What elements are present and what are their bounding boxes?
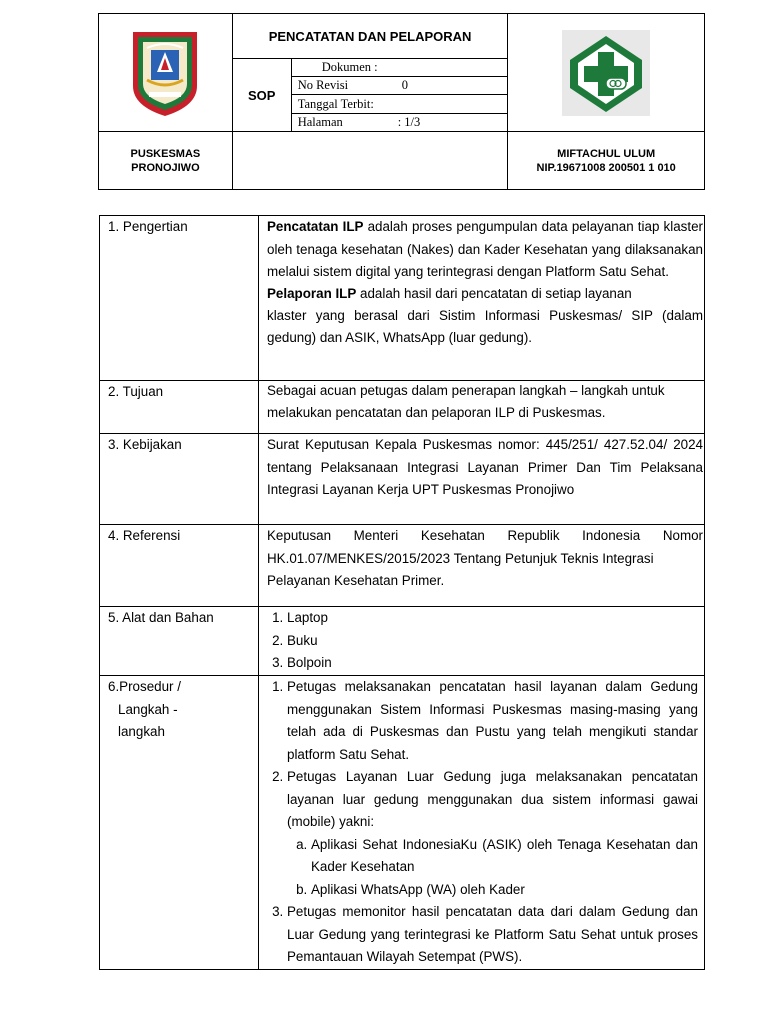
row-kebijakan xyxy=(100,434,705,525)
row-referensi xyxy=(100,525,705,607)
puskesmas-name xyxy=(99,132,233,190)
alat-list xyxy=(267,607,703,675)
content-prosedur xyxy=(259,676,705,970)
pengertian-def2: adalah hasil dari pencatatan di setiap layanan xyxy=(356,285,632,301)
pengertian-term1: Pencatatan ILP xyxy=(267,219,364,234)
document-meta-cell xyxy=(291,59,508,132)
document-title: PENCATATAN DAN PELAPORAN xyxy=(232,14,508,59)
meta-halaman-label: Halaman xyxy=(297,114,343,129)
list-item: 2. Buku xyxy=(287,630,703,653)
puskesmas-logo-icon xyxy=(562,30,650,116)
row-tujuan xyxy=(100,381,705,434)
document-meta-table xyxy=(292,59,508,131)
signatory-name: MIFTACHUL ULUM xyxy=(557,147,656,160)
row-prosedur xyxy=(100,676,705,970)
content-referensi xyxy=(259,525,705,607)
meta-revisi-value: 0 xyxy=(401,78,408,93)
row-alat xyxy=(100,607,705,676)
row-pengertian xyxy=(100,216,705,381)
list-item: 3. Bolpoin xyxy=(287,652,703,675)
pengertian-p2 xyxy=(267,286,703,301)
sop-header-table xyxy=(98,13,705,190)
meta-halaman-value: : 1/3 xyxy=(397,114,421,129)
prosedur-step-2a: a. Aplikasi Sehat IndonesiaKu (ASIK) oleh Tenaga Kesehatan dan Kader Kesehatan xyxy=(311,834,698,879)
pengertian-def1: adalah proses pengumpulan data pelayanan tiap klaster oleh tenaga kesehatan (Nakes) dan Kader Kesehatan yang dilaksanakan melalui sistem digital yang terintegrasi dengan Platform Satu Sehat. xyxy=(267,219,703,279)
meta-revisi-label: No Revisi xyxy=(297,78,349,93)
pengertian-p1 xyxy=(267,216,703,284)
content-pengertian xyxy=(259,216,705,381)
label-kebijakan: 3. Kebijakan xyxy=(100,434,259,525)
prosedur-label-line2: Langkah - xyxy=(118,701,178,717)
tujuan-p2: melakukan pencatatan dan pelaporan ILP di Puskesmas. xyxy=(267,405,606,420)
meta-dokumen: Dokumen : xyxy=(292,59,508,77)
prosedur-step-2-text: Petugas Layanan Luar Gedung juga melaksanakan pencatatan layanan luar gedung menggunakan dua sistem informasi gawai (mobile) yakni: xyxy=(287,769,698,829)
empty-footer-cell xyxy=(232,132,508,190)
pengertian-p3: klaster yang berasal dari Sistim Informasi Puskesmas/ SIP (dalam gedung) dan ASIK, WhatsApp (luar gedung). xyxy=(267,307,703,345)
referensi-p1: Keputusan Menteri Kesehatan Republik Indonesia Nomor HK.01.07/MENKES/2015/2023 Tentang Petunjuk Teknis Integrasi xyxy=(267,528,703,566)
label-prosedur xyxy=(100,676,259,970)
lumajang-emblem-icon xyxy=(129,28,201,118)
label-pengertian: 1. Pengertian xyxy=(100,216,259,381)
prosedur-step-1: 1. Petugas melaksanakan pencatatan hasil layanan dalam Gedung menggunakan Sistem Informasi Puskesmas masing-masing yang telah ada di Puskesmas dan Pustu yang telah mengikuti standar platform Satu Sehat. xyxy=(287,676,698,766)
list-item: 1. Laptop xyxy=(287,607,703,630)
signatory xyxy=(508,132,705,190)
prosedur-list xyxy=(267,676,698,969)
content-alat xyxy=(259,607,705,676)
label-alat: 5. Alat dan Bahan xyxy=(100,607,259,676)
prosedur-label-line1: 6.Prosedur / xyxy=(108,679,181,694)
label-referensi: 4. Referensi xyxy=(100,525,259,607)
puskesmas-logo-cell xyxy=(508,14,705,132)
tujuan-p1: Sebagai acuan petugas dalam penerapan langkah – langkah untuk xyxy=(267,383,665,398)
sop-content-table xyxy=(99,215,705,970)
prosedur-step-3: 3. Petugas memonitor hasil pencatatan data dari dalam Gedung dan Luar Gedung yang terintegrasi ke Platform Satu Sehat untuk proses Pemantauan Wilayah Setempat (PWS). xyxy=(287,901,698,969)
referensi-p2: Pelayanan Kesehatan Primer. xyxy=(267,573,445,588)
sop-label: SOP xyxy=(232,59,291,132)
content-kebijakan: Surat Keputusan Kepala Puskesmas nomor: 445/251/ 427.52.04/ 2024 tentang Pelaksanaan Integrasi Layanan Primer Dan Tim Pelaksana Integrasi Layanan Kerja UPT Puskesmas Pronojiwo xyxy=(259,434,705,525)
kabupaten-logo-cell xyxy=(99,14,233,132)
label-tujuan: 2. Tujuan xyxy=(100,381,259,434)
prosedur-step-2 xyxy=(287,766,698,901)
content-tujuan xyxy=(259,381,705,434)
meta-halaman xyxy=(292,113,508,131)
prosedur-substeps xyxy=(287,834,698,902)
pengertian-term2: Pelaporan ILP xyxy=(267,285,357,301)
puskesmas-name-line1: PUSKESMAS xyxy=(130,147,201,160)
puskesmas-name-line2: PRONOJIWO xyxy=(131,161,200,174)
signatory-nip: NIP.19671008 200501 1 010 xyxy=(536,161,676,174)
meta-tanggal: Tanggal Terbit: xyxy=(292,95,508,113)
prosedur-label-line3: langkah xyxy=(118,724,165,739)
meta-revisi xyxy=(292,77,508,95)
prosedur-step-2b: b. Aplikasi WhatsApp (WA) oleh Kader xyxy=(311,879,698,902)
